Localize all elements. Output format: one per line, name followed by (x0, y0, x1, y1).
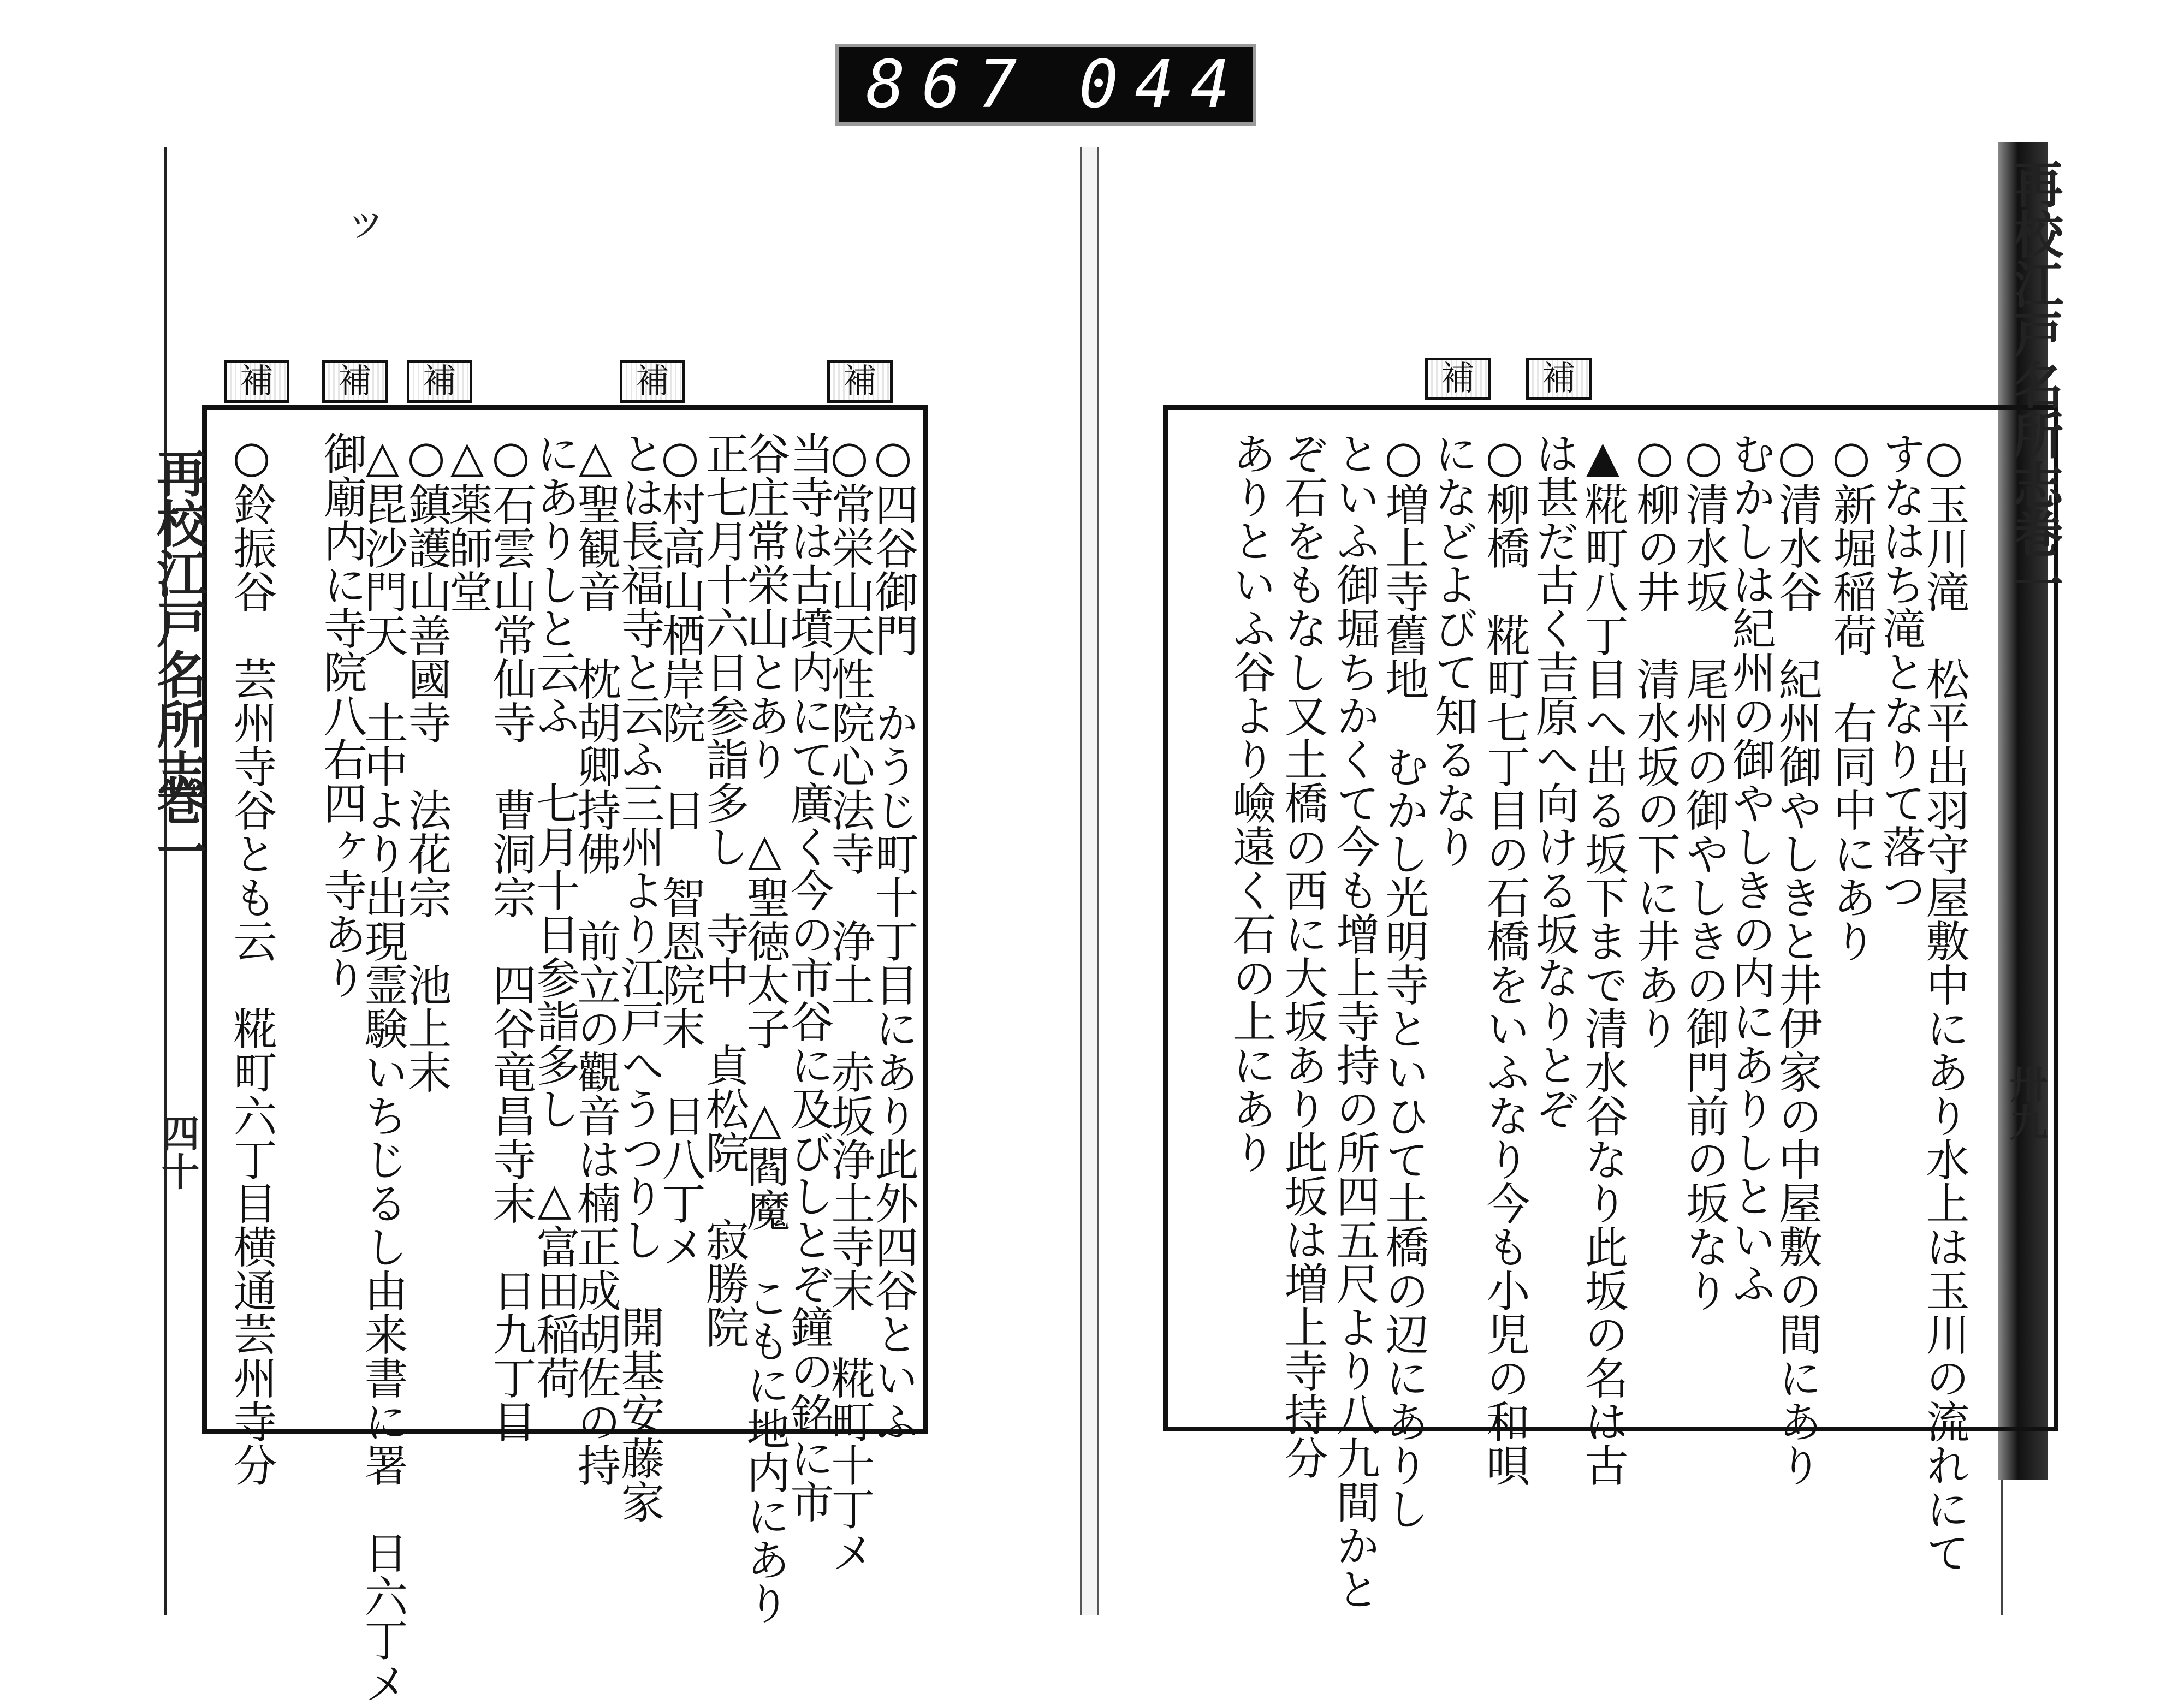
entry-line: むかしは紀州の御やしきの内にありしといふ (1725, 431, 1776, 1305)
entry-line: ぞ石をもなし又土橋の西に大坂あり此坂は増上寺持分 (1277, 431, 1328, 1480)
entry-line: 御廟内に寺院八右四ヶ寺あり (316, 431, 367, 999)
entry-line: ○増上寺舊地 むかし光明寺といひて土橋の辺にありし (1378, 431, 1429, 1530)
entry-line: ○石雲山常仙寺 曹洞宗 四谷竜昌寺末 日九丁目 (485, 431, 536, 1443)
entry-line: は甚だ古く吉原へ向ける坂なりとぞ (1528, 431, 1579, 1130)
archive-label (835, 44, 1256, 126)
entry-line: ○新堀稲荷 右同中にあり (1826, 431, 1877, 963)
entry-line: ○四谷御門 かうじ町十丁目にあり此外四谷といふ (868, 431, 918, 1443)
entry-line: △薬師堂 (442, 431, 492, 613)
left-volume: 巻一 (149, 775, 207, 876)
entry-line: ○清水谷 紀州御やしきと井伊家の中屋敷の間にあり (1771, 431, 1822, 1487)
entry-line: 正七月十六日参詣多し 寺中 貞松院 寂勝院 (698, 431, 749, 1348)
archive-label-left: 867 (866, 46, 1034, 123)
entry-line: △毘沙門天 土中より出現霊験いちじるし由来書に署 日六丁メ (357, 431, 408, 1705)
entry-line: 当寺は古墳内にて廣く今の市谷に及びしとぞ鐘の銘に市 (783, 431, 834, 1523)
supplement-mark: 補 (322, 360, 388, 403)
left-page-number: 四十 (155, 1114, 200, 1190)
supplement-mark: 補 (407, 360, 472, 403)
entry-line: といふ御堀ちかくて今も增上寺持の所四五尺より八九間かと (1329, 431, 1380, 1611)
ink-mark: ッ (344, 195, 388, 246)
entry-line: ○柳の井 清水坂の下に井あり (1629, 431, 1680, 1050)
book-spine (1080, 147, 1099, 1615)
archive-label-right: 044 (1079, 46, 1247, 123)
entry-line: ありといふ谷より嶮遠く石の上にあり (1225, 431, 1276, 1174)
entry-line: ○玉川滝 松平出羽守屋敷中にあり水上は玉川の流れにて (1919, 431, 1969, 1574)
supplement-mark: 補 (224, 360, 289, 403)
entry-line: △聖観音 枕胡卿持佛 前立の觀音は楠正成胡佐の持 (570, 431, 621, 1487)
entry-line: ○常栄山天性院心法寺 浄土 赤坂浄土寺末 糀町十丁メ (824, 431, 875, 1574)
entry-line: とは長福寺と云ふ三州より江戸へうつりし 開基安藤家 (614, 431, 664, 1523)
entry-line: ○清水坂 尾州の御やしきの御門前の坂なり (1678, 431, 1729, 1312)
entry-line: にありしと云ふ 七月十日参詣多し △富田稲荷 (529, 431, 580, 1399)
supplement-mark: 補 (827, 360, 893, 403)
right-volume: 巻一 (2005, 508, 2064, 608)
supplement-mark: 補 (1526, 358, 1592, 400)
entry-line: ▲糀町八丁目へ出る坂下まで清水谷なり此坂の名は古 (1577, 431, 1628, 1487)
entry-line: すなはち滝となりて落つ (1875, 431, 1926, 912)
right-header-title: 再校江戸名所志 (2005, 158, 2064, 510)
entry-line: になどよびて知るなり (1427, 431, 1478, 868)
entry-line: ○鈴振谷 芸州寺谷とも云 糀町六丁目横通芸州寺分 (226, 431, 277, 1487)
left-header-title: 再校江戸名所志 (149, 448, 207, 799)
entry-line: ○柳橋 糀町七丁目の石橋をいふなり今も小児の和唄 (1479, 431, 1530, 1487)
entry-line: 谷庄常栄山とあり △聖徳太子 △閻魔 こもに地内にあり (739, 431, 790, 1625)
supplement-mark: 補 (620, 360, 685, 403)
supplement-mark: 補 (1425, 358, 1491, 400)
right-page-number: 卅九 (2003, 1065, 2049, 1141)
entry-line: ○村高山栖岸院 日 智恩院末 日八丁メ (655, 431, 705, 1268)
entry-line: ○鎮護山善國寺 法花宗 池上末 (401, 431, 452, 1094)
